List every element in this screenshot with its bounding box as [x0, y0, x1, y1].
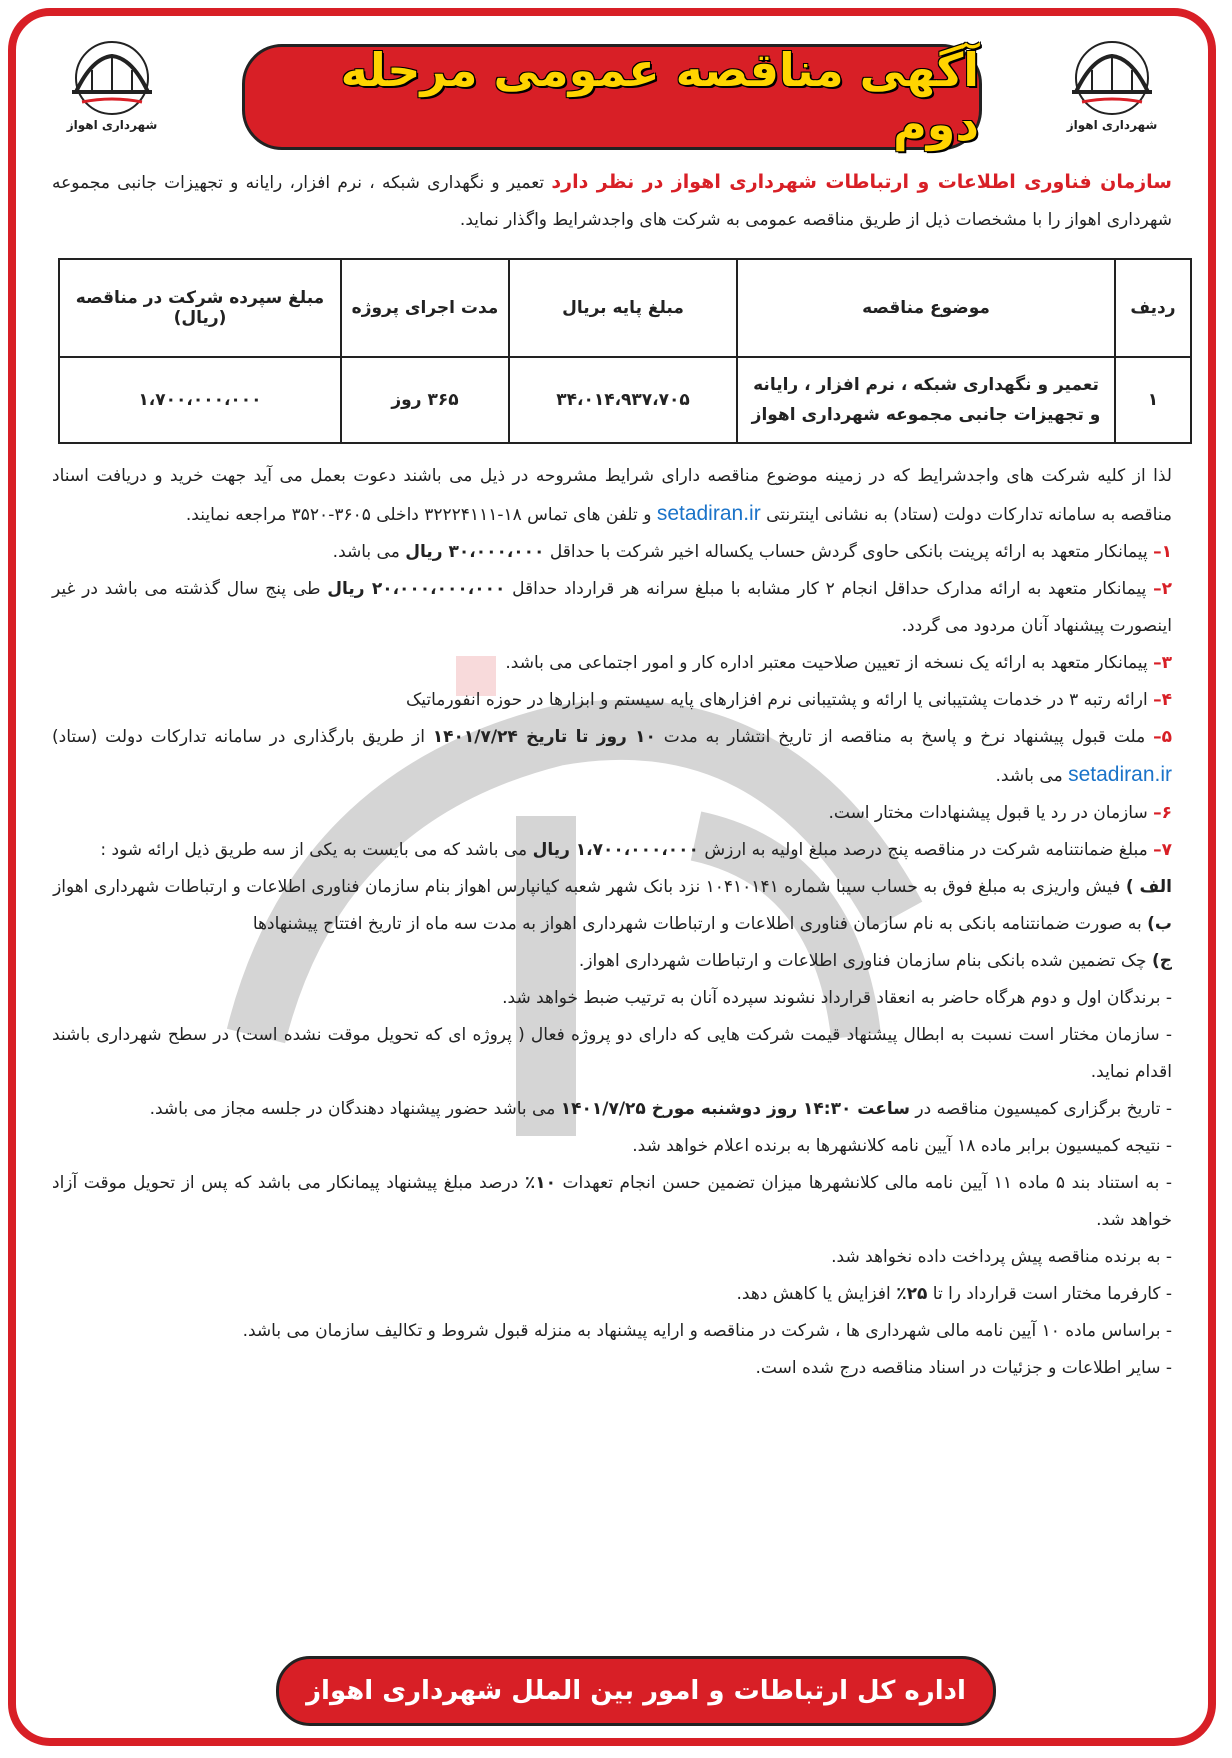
- header-subject: موضوع مناقصه: [737, 259, 1115, 357]
- invitation-contact: و تلفن های تماس ۱۸-۳۲۲۲۴۱۱۱ داخلی ۳۶۰۵-۳۵۲۰ مراجعه نمایند.: [185, 505, 657, 525]
- intro-paragraph: [52, 164, 1172, 239]
- footer-text: اداره کل ارتباطات و امور بین الملل شهرداری اهواز: [306, 1676, 966, 1706]
- option-text: فیش واریزی به مبلغ فوق به حساب سیبا شماره ۱۰۴۱۰۱۴۱ نزد بانک شهر شعبه کیانپارس اهواز بنام سازمان فناوری اطلاعات و ارتباطات شهرداری اهواز: [53, 877, 1126, 897]
- note-percent: ۲۵٪: [896, 1284, 928, 1304]
- guarantee-option-be: [52, 906, 1172, 943]
- header-row-number: ردیف: [1115, 259, 1191, 357]
- cell-deposit: ۱،۷۰۰،۰۰۰،۰۰۰: [59, 357, 341, 443]
- note-text: - به استناد بند ۵ ماده ۱۱ آیین نامه مالی کلانشهرها میزان تضمین حسن انجام تعهدات: [555, 1173, 1172, 1193]
- condition-item-7: [52, 832, 1172, 869]
- item-text: می باشد که می بایست به یکی از سه طریق ذیل ارائه شود :: [100, 840, 533, 860]
- cell-subject: تعمیر و نگهداری شبکه ، نرم افزار ، رایانه و تجهیزات جانبی مجموعه شهرداری اهواز: [737, 357, 1115, 443]
- conditions-body: [52, 458, 1172, 1387]
- invitation-paragraph: [52, 458, 1172, 534]
- item-text: ارائه رتبه ۳ در خدمات پشتیبانی یا ارائه و پشتیبانی نرم افزارهای پایه سیستم و ابزارها در حوزه انفورماتیک: [406, 690, 1154, 710]
- invitation-text: لذا از کلیه شرکت های واجدشرایط که در زمینه موضوع مناقصه دارای شرایط مشروحه در ذیل می باشند دعوت بعمل می آید جهت خرید و دریافت اسناد مناقصه به سامانه تدارکات دولت (ستاد) به نشانی اینترنتی: [52, 466, 1172, 525]
- condition-item-2: [52, 571, 1172, 645]
- note-1: - برندگان اول و دوم هرگاه حاضر به انعقاد قرارداد نشوند سپرده آنان به ترتیب ضبط خواهد شد.: [502, 988, 1172, 1008]
- note-text: می باشد حضور پیشنهاد دهندگان در جلسه مجاز می باشد.: [149, 1099, 561, 1119]
- item-number: ۱–: [1153, 542, 1172, 562]
- item-amount: ۱،۷۰۰،۰۰۰،۰۰۰ ریال: [532, 840, 699, 860]
- website-link[interactable]: setadiran.ir: [1068, 763, 1172, 786]
- condition-item-5: [52, 719, 1172, 795]
- condition-item-4: [52, 682, 1172, 719]
- header-base-amount: مبلغ پایه بریال: [509, 259, 737, 357]
- item-text: می باشد.: [995, 766, 1069, 786]
- item-text: می باشد.: [332, 542, 406, 562]
- notice-frame: [8, 8, 1216, 1746]
- item-deadline: ۱۰ روز تا تاریخ ۱۴۰۱/۷/۲۴: [432, 727, 656, 747]
- condition-item-3: [52, 645, 1172, 682]
- option-text: به صورت ضمانتنامه بانکی به نام سازمان فناوری اطلاعات و ارتباطات شهرداری اهواز به مدت سه ماه از تاریخ افتتاح پیشنهادها: [252, 914, 1148, 934]
- note-datetime: ساعت ۱۴:۳۰ روز دوشنبه مورخ ۱۴۰۱/۷/۲۵: [560, 1099, 910, 1119]
- item-text: پیمانکار متعهد به ارائه یک نسخه از تعیین صلاحیت معتبر اداره کار و امور اجتماعی می باشد.: [505, 653, 1154, 673]
- logo-left: [52, 40, 172, 150]
- guarantee-option-jim: [52, 943, 1172, 980]
- item-number: ۲–: [1153, 579, 1172, 599]
- website-link[interactable]: setadiran.ir: [656, 502, 761, 525]
- condition-item-1: [52, 534, 1172, 571]
- header-deposit: مبلغ سپرده شرکت در مناقصه (ریال): [59, 259, 341, 357]
- option-label: ج): [1151, 951, 1172, 971]
- item-number: ۶–: [1153, 803, 1172, 823]
- item-number: ۷–: [1153, 840, 1172, 860]
- footer-banner: [276, 1656, 996, 1726]
- table-header-row: [59, 259, 1191, 357]
- cell-row-number: ۱: [1115, 357, 1191, 443]
- item-text: پیمانکار متعهد به ارائه پرینت بانکی حاوی گردش حساب یکساله اخیر شرکت با حداقل: [544, 542, 1154, 562]
- note-text: - کارفرما مختار است قرارداد را تا: [927, 1284, 1172, 1304]
- note-3: [52, 1091, 1172, 1128]
- item-text: ملت قبول پیشنهاد نرخ و پاسخ به مناقصه از تاریخ انتشار به مدت: [655, 727, 1154, 747]
- cell-duration: ۳۶۵ روز: [341, 357, 509, 443]
- item-text: مبلغ ضمانتنامه شرکت در مناقصه پنج درصد مبلغ اولیه به ارزش: [698, 840, 1154, 860]
- item-text: طی پنج سال گذشته می باشد در غیر اینصورت پیشنهاد آنان مردود می گردد.: [52, 579, 1172, 636]
- logo-right: [1052, 40, 1172, 150]
- item-number: ۵–: [1153, 727, 1172, 747]
- guarantee-option-alef: [52, 869, 1172, 906]
- title-banner: [242, 44, 982, 150]
- logo-caption: شهرداری اهواز: [1066, 118, 1158, 132]
- note-text: افزایش یا کاهش دهد.: [736, 1284, 897, 1304]
- item-number: ۳–: [1153, 653, 1172, 673]
- option-text: چک تضمین شده بانکی بنام سازمان فناوری اطلاعات و ارتباطات شهرداری اهواز.: [578, 951, 1152, 971]
- note-2: - سازمان مختار است نسبت به ابطال پیشنهاد قیمت شرکت هایی که دارای دو پروژه فعال ( پروژه ای که تحویل موقت نشده است) در سطح شهرداری باشند اقدام نماید.: [52, 1025, 1172, 1082]
- table-row: [59, 357, 1191, 443]
- logo-caption: شهرداری اهواز: [66, 118, 158, 132]
- item-text: از طریق بارگذاری در سامانه تدارکات دولت (ستاد): [52, 727, 433, 747]
- cell-base-amount: ۳۴،۰۱۴،۹۳۷،۷۰۵: [509, 357, 737, 443]
- note-8: - براساس ماده ۱۰ آیین نامه مالی شهرداری ها ، شرکت در مناقصه و ارایه پیشنهاد به منزله قبول شروط و تکالیف سازمان می باشد.: [242, 1321, 1172, 1341]
- item-amount: ۲۰،۰۰۰،۰۰۰،۰۰۰ ریال: [327, 579, 506, 599]
- item-text: سازمان در رد یا قبول پیشنهادات مختار است.: [828, 803, 1154, 823]
- note-4: - نتیجه کمیسیون برابر ماده ۱۸ آیین نامه کلانشهرها به برنده اعلام خواهد شد.: [632, 1136, 1172, 1156]
- bridge-logo-icon: [62, 40, 162, 116]
- header-duration: مدت اجرای پروژه: [341, 259, 509, 357]
- note-text: درصد مبلغ پیشنهاد پیمانکار می باشد که پس از تحویل موقت آزاد خواهد شد.: [52, 1173, 1172, 1230]
- option-label: الف ): [1125, 877, 1172, 897]
- item-number: ۴–: [1153, 690, 1172, 710]
- intro-text: تعمیر و نگهداری شبکه ، نرم افزار، رایانه و تجهیزات جانبی مجموعه شهرداری اهواز را با مشخصات ذیل از طریق مناقصه عمومی به شرکت های واجدشرایط واگذار نماید.: [52, 173, 1172, 230]
- condition-item-6: [52, 795, 1172, 832]
- note-text: - تاریخ برگزاری کمیسیون مناقصه در: [910, 1099, 1172, 1119]
- page-title: آگهی مناقصه عمومی مرحله دوم: [340, 43, 979, 151]
- intro-highlight: سازمان فناوری اطلاعات و ارتباطات شهرداری اهواز در نظر دارد: [551, 171, 1172, 193]
- item-text: پیمانکار متعهد به ارائه مدارک حداقل انجام ۲ کار مشابه با مبلغ سرانه هر قرارداد حداقل: [505, 579, 1154, 599]
- item-amount: ۳۰،۰۰۰،۰۰۰ ریال: [405, 542, 545, 562]
- option-label: ب): [1147, 914, 1172, 934]
- note-9: - سایر اطلاعات و جزئیات در اسناد مناقصه درج شده است.: [755, 1358, 1172, 1378]
- note-6: - به برنده مناقصه پیش پرداخت داده نخواهد شد.: [831, 1247, 1172, 1267]
- note-7: [52, 1276, 1172, 1313]
- bridge-logo-icon: [1062, 40, 1162, 116]
- note-percent: ۱۰٪: [524, 1173, 556, 1193]
- note-5: [52, 1165, 1172, 1239]
- tender-table: [58, 258, 1192, 444]
